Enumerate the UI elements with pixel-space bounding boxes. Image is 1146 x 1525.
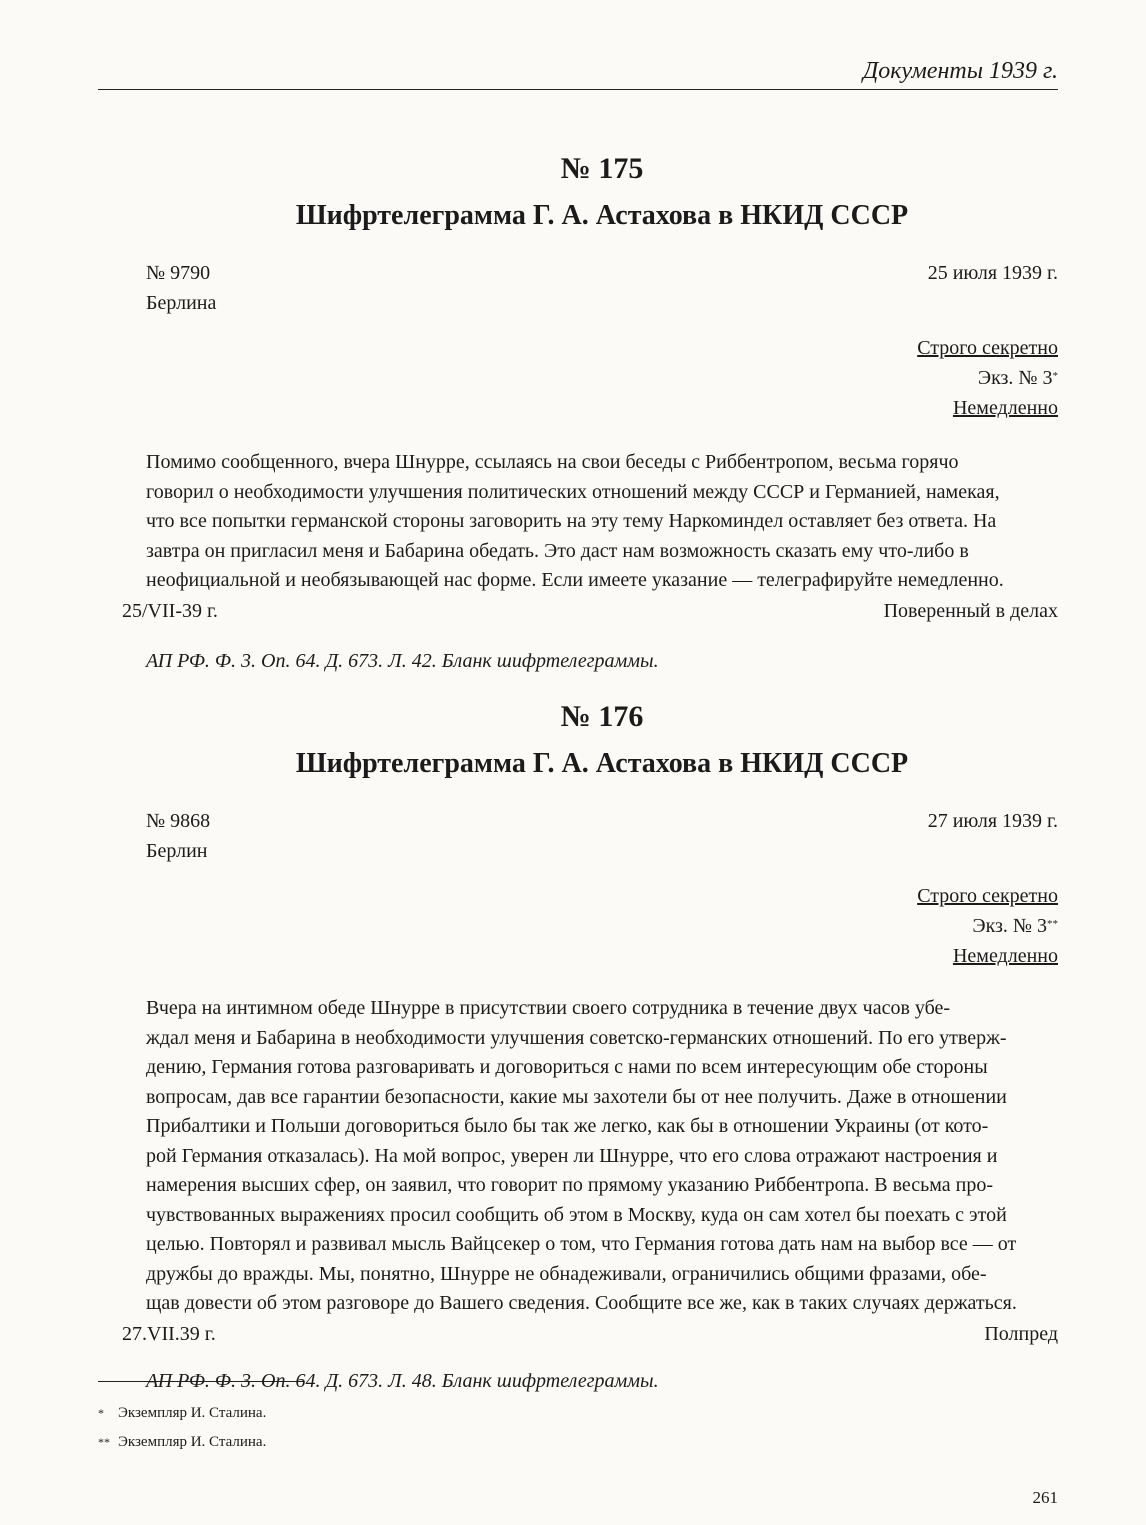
body-line: намерения высших сфер, он заявил, что говорит по прямому указанию Риббентропа. В весьма про- (146, 1174, 994, 1196)
footnote (98, 1403, 266, 1423)
body-line: вопросам, дав все гарантии безопасности, какие мы захотели бы от нее получить. Даже в отношении (146, 1085, 1007, 1108)
ref-date-row (146, 806, 1058, 836)
body-line: что все попытки германской стороны заговорить на эту тему Наркоминдел оставляет без ответа. На (146, 510, 997, 532)
document-date: 25 июля 1939 г. (927, 262, 1058, 284)
footnote-divider (98, 1381, 304, 1382)
footnote-ref-mark: * (1052, 370, 1058, 382)
body-line: дружбы до вражды. Мы, понятно, Шнурре не обнадеживали, ограничились общими фразами, обе- (146, 1262, 987, 1285)
body-line: Помимо сообщенного, вчера Шнурре, ссылаясь на свои беседы с Риббентропом, весьма горячо (146, 451, 959, 473)
archive-reference: АП РФ. Ф. 3. Оп. 64. Д. 673. Л. 42. Бланк шифртелеграммы. (146, 649, 659, 672)
footnote (98, 1432, 266, 1452)
telegram-body (122, 994, 1058, 1319)
body-line: щав довести об этом разговоре до Вашего сведения. Сообщите все же, как в таких случаях держаться. (146, 1292, 1017, 1314)
copy-number-line (146, 363, 1058, 393)
footnote-ref-mark: ** (1047, 918, 1058, 930)
footnote-mark: * (98, 1406, 104, 1420)
footnote-mark: ** (98, 1435, 110, 1449)
footnote-text: Экземпляр И. Сталина. (118, 1405, 267, 1421)
origin-row (146, 288, 1058, 318)
body-line: Вчера на интимном обеде Шнурре в присутствии своего сотрудника в течение двух часов убе- (146, 997, 951, 1019)
copy-number: Экз. № 3 (977, 367, 1053, 389)
document-number: № 175 (560, 152, 644, 185)
origin-row (146, 836, 1058, 866)
page-number: 261 (1032, 1488, 1058, 1507)
body-line: завтра он пригласил меня и Бабарина обедать. Это даст нам возможность сказать ему что-либо в (146, 539, 969, 562)
archive-reference: АП РФ. Ф. 3. Оп. 64. Д. 673. Л. 48. Бланк шифртелеграммы. (146, 1369, 659, 1392)
copy-number: Экз. № 3 (972, 915, 1047, 937)
signature-row (122, 1319, 1058, 1349)
body-line: дению, Германия готова разговаривать и договориться с нами по всем интересующим обе стороны (146, 1056, 988, 1078)
body-line: ждал меня и Бабарина в необходимости улучшения советско-германских отношений. По его утверж- (146, 1026, 1007, 1049)
classification-label: Строго секретно (917, 337, 1058, 359)
telegram-body (122, 448, 1058, 596)
copy-number-line (146, 911, 1058, 941)
urgency-label: Немедленно (952, 397, 1058, 419)
sign-date: 25/VII-39 г. (122, 599, 218, 622)
body-line: рой Германия отказалась). На мой вопрос, уверен ли Шнурре, что его слова отражают настроения и (146, 1144, 998, 1167)
ref-date-row (146, 258, 1058, 288)
sign-date: 27.VII.39 г. (122, 1322, 216, 1345)
signature-row (122, 596, 1058, 626)
document-title: Шифртелеграмма Г. А. Астахова в НКИД СССР (295, 200, 909, 231)
classification-label: Строго секретно (917, 885, 1058, 907)
signature: Поверенный в делах (883, 599, 1058, 622)
ref-number: № 9790 (146, 262, 211, 284)
body-line: целью. Повторял и развивал мысль Вайцсекер о том, что Германия готова дать нам на выбор все — от (146, 1233, 1017, 1255)
document-176 (122, 698, 1058, 1396)
document-title: Шифртелеграмма Г. А. Астахова в НКИД СССР (295, 748, 909, 779)
footnote-text: Экземпляр И. Сталина. (118, 1434, 267, 1450)
body-line: чувствованных выражениях просил сообщить об этом в Москву, куда он сам хотел бы поехать с этой (146, 1203, 1007, 1226)
urgency-label: Немедленно (952, 945, 1058, 967)
body-line: говорил о необходимости улучшения политических отношений между СССР и Германией, намекая, (146, 480, 1000, 503)
origin-city: Берлина (146, 292, 217, 314)
origin-city: Берлин (146, 840, 208, 862)
document-175 (122, 150, 1058, 676)
running-head: Документы 1939 г. (98, 58, 1058, 90)
document-number: № 176 (560, 700, 644, 733)
document-date: 27 июля 1939 г. (927, 810, 1058, 832)
signature: Полпред (984, 1322, 1058, 1345)
ref-number: № 9868 (146, 810, 211, 832)
body-line: неофициальной и необязывающей нас форме. Если имеете указание — телеграфируйте немедленно. (146, 569, 1004, 591)
body-line: Прибалтики и Польши договориться было бы так же легко, как бы в отношении Украины (от кото- (146, 1115, 989, 1137)
